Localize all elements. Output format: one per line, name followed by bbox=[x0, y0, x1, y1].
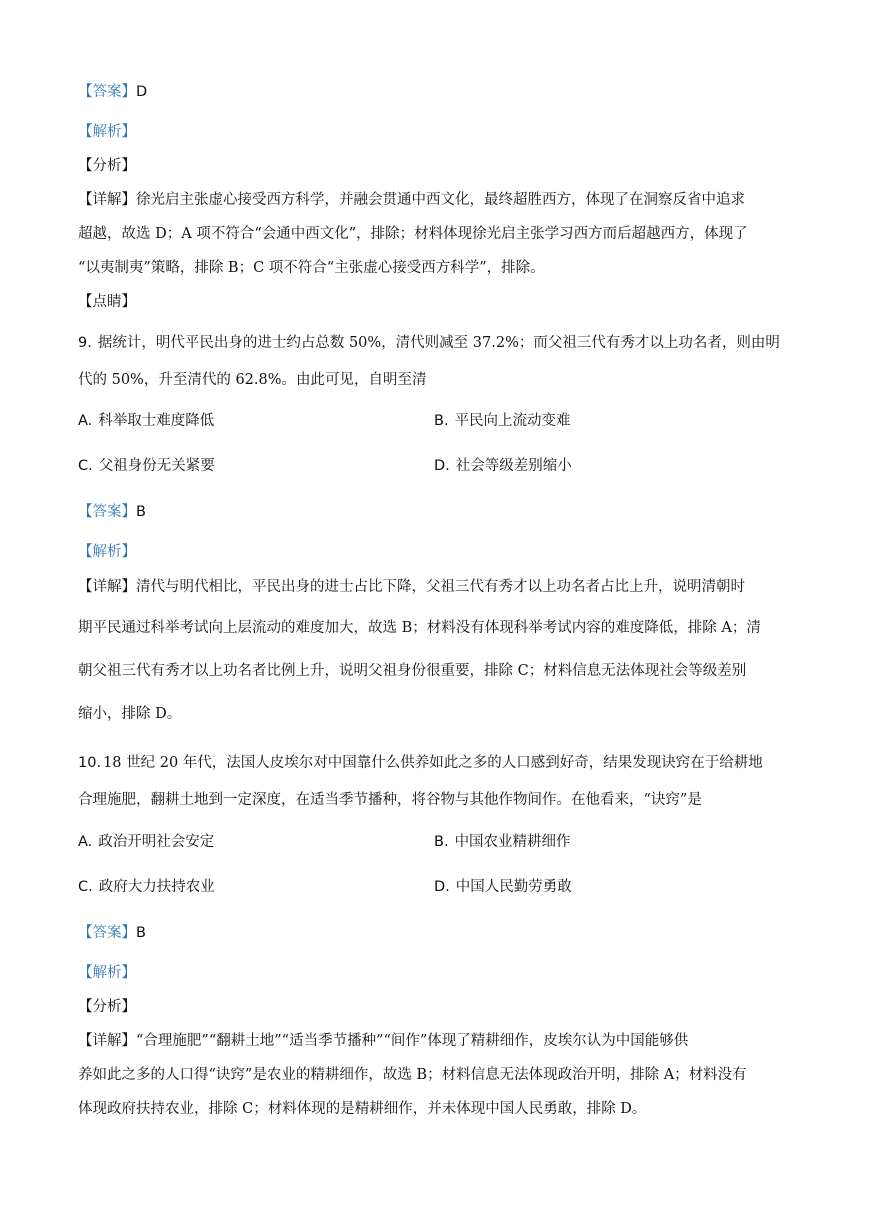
q9-detail-line-1: 【详解】清代与明代相比，平民出身的进士占比下降，父祖三代有秀才以上功名者占比上升，说明清朝时 bbox=[78, 579, 745, 595]
q8-fenxi-tag: 【分析】 bbox=[78, 158, 136, 174]
q10-option-a[interactable]: A. 政治开明社会安定 bbox=[78, 834, 215, 850]
question-number: 9. bbox=[78, 335, 92, 351]
answer-value: D bbox=[136, 84, 148, 100]
detail-tag: 【详解】 bbox=[78, 1033, 136, 1049]
q9-option-a[interactable]: A. 科举取士难度降低 bbox=[78, 413, 215, 429]
q8-answer-line bbox=[78, 80, 147, 101]
answer-tag: 【答案】 bbox=[78, 84, 136, 100]
q10-detail-line-1: 【详解】“合理施肥”“翻耕土地”“适当季节播种”“间作”体现了精耕细作，皮埃尔认为中国能够供 bbox=[78, 1033, 689, 1049]
q9-analysis-tag: 【解析】 bbox=[78, 544, 136, 560]
answer-value: B bbox=[136, 925, 146, 941]
q10-detail-line-3: 体现政府扶持农业，排除 C；材料体现的是精耕细作，并未体现中国人民勇敢，排除 D。 bbox=[78, 1101, 647, 1117]
q9-detail-line-2: 期平民通过科举考试向上层流动的难度加大，故选 B；材料没有体现科举考试内容的难度降低，排除 A；清 bbox=[78, 620, 761, 636]
detail-tag: 【详解】 bbox=[78, 192, 136, 208]
q9-option-c[interactable]: C. 父祖身份无关紧要 bbox=[78, 458, 215, 474]
answer-tag: 【答案】 bbox=[78, 925, 136, 941]
q8-dianjing-tag: 【点睛】 bbox=[78, 294, 136, 310]
q10-stem-line-1: 10. 18 世纪 20 年代，法国人皮埃尔对中国靠什么供养如此之多的人口感到好奇，结果发现诀窍在于给耕地 bbox=[78, 755, 763, 771]
q8-detail-line-2: 超越，故选 D；A 项不符合“会通中西文化”，排除；材料体现徐光启主张学习西方而后超越西方，体现了 bbox=[78, 226, 748, 242]
q10-option-c[interactable]: C. 政府大力扶持农业 bbox=[78, 879, 215, 895]
q8-analysis-tag: 【解析】 bbox=[78, 124, 136, 140]
q10-fenxi-tag: 【分析】 bbox=[78, 999, 136, 1015]
q9-stem-line-1: 9. 据统计，明代平民出身的进士约占总数 50%，清代则减至 37.2%；而父祖三代有秀才以上功名者，则由明 bbox=[78, 335, 780, 351]
question-number: 10. bbox=[78, 755, 102, 771]
q9-detail-line-3: 朝父祖三代有秀才以上功名者比例上升，说明父祖身份很重要，排除 C；材料信息无法体现社会等级差别 bbox=[78, 663, 747, 679]
answer-tag: 【答案】 bbox=[78, 504, 136, 520]
q9-option-b[interactable]: B. 平民向上流动变难 bbox=[434, 413, 571, 429]
q10-option-d[interactable]: D. 中国人民勤劳勇敢 bbox=[434, 879, 572, 895]
detail-tag: 【详解】 bbox=[78, 579, 136, 595]
q9-stem-line-2: 代的 50%，升至清代的 62.8%。由此可见，自明至清 bbox=[78, 372, 427, 388]
q8-detail-line-3: “以夷制夷”策略，排除 B；C 项不符合“主张虚心接受西方科学”，排除。 bbox=[78, 260, 545, 276]
q9-answer-line bbox=[78, 500, 146, 521]
q9-detail-line-4: 缩小，排除 D。 bbox=[78, 706, 182, 722]
answer-value: B bbox=[136, 504, 146, 520]
q9-option-d[interactable]: D. 社会等级差别缩小 bbox=[434, 458, 572, 474]
q10-answer-line bbox=[78, 921, 146, 942]
q10-detail-line-2: 养如此之多的人口得“诀窍”是农业的精耕细作，故选 B；材料信息无法体现政治开明，排除 A；材料没有 bbox=[78, 1067, 747, 1083]
q10-option-b[interactable]: B. 中国农业精耕细作 bbox=[434, 834, 571, 850]
q10-analysis-tag: 【解析】 bbox=[78, 965, 136, 981]
q10-stem-line-2: 合理施肥，翻耕土地到一定深度，在适当季节播种，将谷物与其他作物间作。在他看来，“诀窍”是 bbox=[78, 792, 702, 808]
q8-detail-line-1: 【详解】徐光启主张虚心接受西方科学，并融会贯通中西文化，最终超胜西方，体现了在洞察反省中追求 bbox=[78, 192, 745, 208]
